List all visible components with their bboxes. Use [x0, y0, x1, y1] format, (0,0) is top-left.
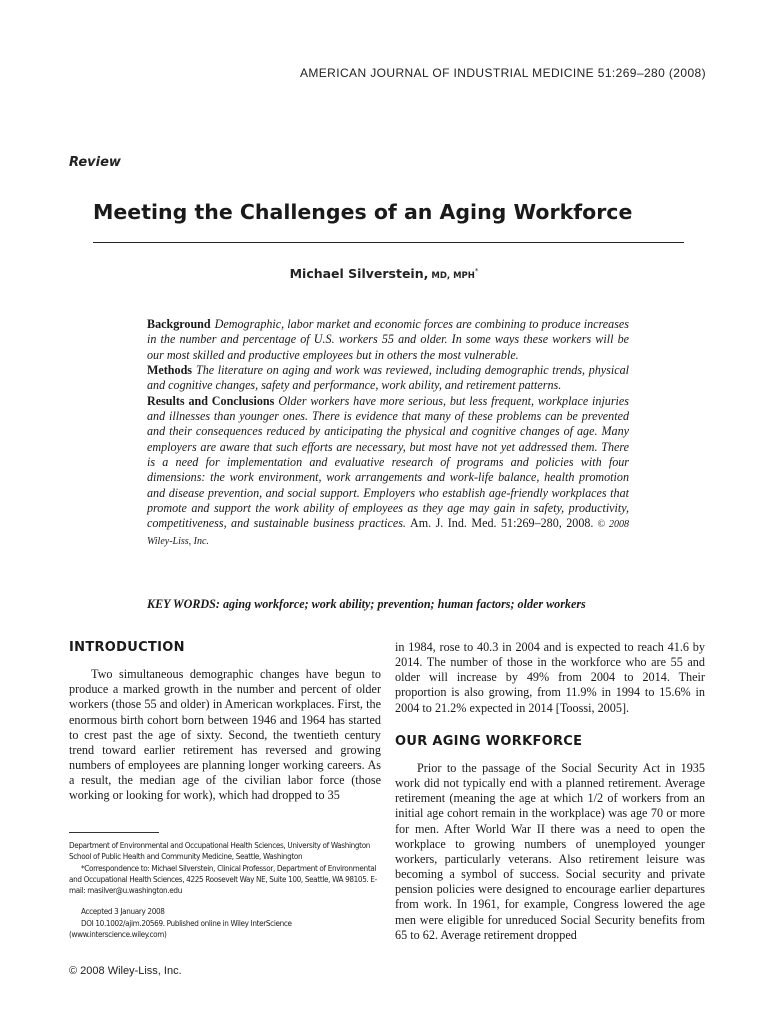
results-label: Results and Conclusions [147, 393, 275, 408]
doi-note: DOI 10.1002/ajim.20569. Published online in Wiley InterScience (www.interscience.wiley.com) [69, 917, 292, 940]
abstract [147, 317, 629, 549]
aging-workforce-paragraph: Prior to the passage of the Social Security Act in 1935 work did not typically end with a planned retirement. Average retirement (meaning the age at which 1/2 of workers from an initial age cohort remain in the workplace) was age 70 or more for men. After World War II there was a need to open the workplace to growing numbers of unemployed younger workers, particularly veterans. Also retirement leisure was becoming a symbol of success. Social security and private pension policies were designed to encourage earlier departures from work. In 1961, for example, Congress lowered the age men were eligible for unreduced Social Security benefits from 65 to 62. Average retirement dropped [395, 760, 705, 942]
right-column [395, 640, 705, 943]
results-text: Older workers have more serious, but less frequent, workplace injuries and illnesses than younger ones. There is evidence that many of these problems can be prevented and their consequences reduced by anticipating the physical and cognitive changes of age. Many employers are aware that such efforts are necessary, but most have not yet addressed them. There is a need for implementation and evaluative research of programs and policies with four dimensions: the work environment, work arrangements and work-life balance, health promotion and disease prevention, and social support. Employers who establish age-friendly workplaces that promote and support the work ability of employees as they age may gain in safety, productivity, competitiveness, and sustainable business practices. [147, 393, 629, 531]
key-words: KEY WORDS: aging workforce; work ability; prevention; human factors; older workers [147, 597, 586, 611]
footer-copyright: © 2008 Wiley-Liss, Inc. [69, 965, 182, 977]
author-name: Michael Silverstein, [289, 266, 429, 281]
section-label: Review [69, 155, 121, 170]
abstract-results [147, 394, 629, 549]
continuation-paragraph: in 1984, rose to 40.3 in 2004 and is expected to reach 41.6 by 2014. The number of those in the workforce who are 55 and older will increase by 49% from 2004 to 2014. Their proportion is also growing, from 11.9% in 1994 to 15.6% in 2004 to 21.2% expected in 2014 [Toossi, 2005]. [395, 640, 705, 715]
methods-text: The literature on aging and work was reviewed, including demographic trends, physical and cognitive changes, safety and performance, work ability, and retirement patterns. [147, 363, 629, 393]
correspondence-note: *Correspondence to: Michael Silverstein, Clinical Professor, Department of Environmental and Occupational Health Sciences, 4225 Roosevelt Way NE, Suite 100, Seattle, WA 98105. E-mail: masilver@u.washington.edu [69, 862, 377, 896]
article-title: Meeting the Challenges of an Aging Workforce [93, 200, 633, 224]
journal-citation: Am. J. Ind. Med. 51:269–280, 2008. [409, 516, 594, 531]
aging-workforce-heading: OUR AGING WORKFORCE [395, 733, 583, 749]
author-line [0, 266, 768, 281]
footnotes [69, 840, 381, 940]
introduction-heading: INTRODUCTION [69, 640, 185, 655]
left-column [69, 640, 381, 804]
accepted-date: Accepted 3 January 2008 [81, 906, 165, 917]
abstract-copyright: © 2008 Wiley-Liss, Inc. [147, 519, 629, 547]
background-label: Background [147, 317, 211, 331]
footnote-divider [69, 832, 159, 833]
affiliation-note: Department of Environmental and Occupational Health Sciences, University of Washington School of Public Health and Community Medicine, Seattle, Washington [69, 840, 371, 862]
title-divider [93, 242, 684, 243]
abstract-background [147, 317, 629, 363]
background-text: Demographic, labor market and economic forces are combining to produce increases in the number and percentage of U.S. workers 55 and older. In some ways these workers will be our most skilled and productive employees but in others the most vulnerable. [147, 317, 629, 362]
abstract-methods [147, 363, 629, 394]
introduction-paragraph: Two simultaneous demographic changes have begun to produce a marked growth in the number and percent of older workers (those 55 and older) in American workplaces. First, the enormous birth cohort born between 1946 and 1964 has started to crest past the age of sixty. Second, the twentieth century trend toward earlier retirement has reversed and growing numbers of employees are planning longer working careers. As a result, the median age of the civilian labor force (those working or looking for work), which had dropped to 35 [69, 667, 381, 803]
methods-label: Methods [147, 363, 193, 378]
running-head: AMERICAN JOURNAL OF INDUSTRIAL MEDICINE 51:269–280 (2008) [299, 66, 706, 80]
correspondence-marker: * [474, 266, 479, 275]
author-degrees: MD, MPH [431, 271, 475, 281]
